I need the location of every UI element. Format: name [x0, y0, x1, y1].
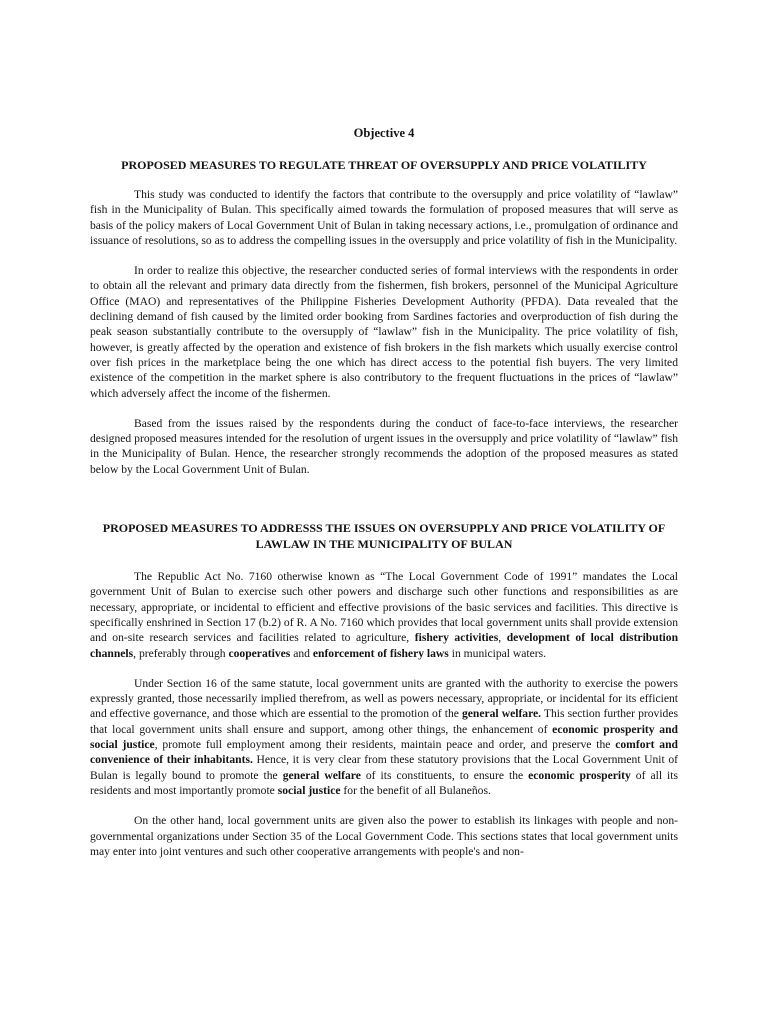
paragraph-text: in municipal waters. [448, 646, 547, 660]
bold-phrase: general welfare. [461, 707, 542, 721]
bold-phrase: economic prosperity and social justice [90, 722, 678, 752]
intro-paragraph-2: In order to realize this objective, the researcher conducted series of formal interviews with the respondents in order to obtain all the relevant and primary data directly from the fishermen, fish brokers, personnel of the Municipal Agriculture Office (MAO) and representatives of the Philippine Fisheries Development Authority (PFDA). Data revealed that the declining demand of fish caused by the limited order booking from Sardines factories and overproduction of fish during the peak season substantially contribute to the oversupply of “lawlaw” fish in the Municipality. The price volatility of fish, however, is greatly affected by the operation and existence of fish brokers in the fish markets which usually exercise control over fish prices in the marketplace being the one which has direct access to the potential fish buyers. The very limited existence of the competition in the market sphere is also contributory to the frequent fluctuations in the prices of “lawlaw” which adversely affect the income of the fishermen. [90, 264, 678, 400]
document-page [90, 126, 678, 874]
paragraph-text: Hence, it is very clear from these statutory provisions that the Local Government Unit of Bulan is legally bound to promote the [90, 753, 679, 782]
paragraph-text: , preferably through [133, 646, 229, 660]
bold-phrase: fishery activities [414, 631, 499, 645]
bold-phrase: social justice [277, 783, 341, 797]
paragraph-text: The Republic Act No. 7160 otherwise known as “The Local Government Code of 1991” mandates the Local government Unit of Bulan to exercise such other powers and discharge such other functions and responsibilities as are necessary, appropriate, or incidental to efficient and effective provisions of the basic services and facilities. This directive is specifically enshrined in Section 17 (b.2) of R. A No. 7160 which provides that local government units shall provide extension and on-site research services and facilities related to agriculture, [90, 570, 678, 645]
bold-phrase: economic prosperity [528, 768, 631, 782]
paragraph-text: and [290, 646, 313, 660]
section-spacer [90, 492, 678, 521]
bold-phrase: comfort and convenience of their inhabitants. [90, 738, 678, 767]
paragraph-text: of all its residents and most importantly promote [90, 768, 678, 797]
paragraph-text: for the benefit of all Bulaneños. [340, 783, 491, 797]
bold-phrase: general welfare [282, 768, 361, 782]
paragraph-text: of its constituents, to ensure the [360, 768, 529, 782]
paragraph-text: This section further provides that local government units shall ensure and support, among other things, the enhancement of [90, 707, 678, 736]
bold-phrase: enforcement of fishery laws [312, 646, 449, 660]
paragraph-text: , [498, 631, 507, 645]
bold-phrase: development of local distribution channels [90, 631, 679, 660]
paragraph-text: Under Section 16 of the same statute, local government units are granted with the authority to exercise the powers expressly granted, those necessarily implied therefrom, as well as powers necessary, appropriate, or incidental for its efficient and effective governance, and those which are essential to the promotion of the [90, 676, 678, 721]
main-heading: PROPOSED MEASURES TO REGULATE THREAT OF OVERSUPPLY AND PRICE VOLATILITY [121, 158, 647, 172]
paragraph-ra7160 [90, 569, 678, 661]
objective-label: Objective 4 [353, 126, 415, 140]
paragraph-text: , promote full employment among their residents, maintain peace and order, and preserve the [154, 738, 616, 752]
intro-paragraph-3: Based from the issues raised by the respondents during the conduct of face-to-face interviews, the researcher designed proposed measures intended for the resolution of urgent issues in the oversupply and price volatility of “lawlaw” fish in the Municipality of Bulan. Hence, the researcher strongly recommends the adoption of the proposed measures as stated below by the Local Government Unit of Bulan. [90, 416, 678, 476]
paragraph-section16 [90, 676, 678, 798]
sub-heading: PROPOSED MEASURES TO ADDRESSS THE ISSUES ON OVERSUPPLY AND PRICE VOLATILITY OF LAWLAW IN THE MUNICIPALITY OF BULAN [102, 521, 666, 551]
bold-phrase: cooperatives [228, 646, 291, 660]
intro-paragraph-1: This study was conducted to identify the factors that contribute to the oversupply and price volatility of “lawlaw” fish in the Municipality of Bulan. This specifically aimed towards the formulation of proposed measures that will serve as basis of the policy makers of Local Government Unit of Bulan in taking necessary actions, i.e., promulgation of ordinance and issuance of resolutions, so as to address the compelling issues in the oversupply and price volatility of fish in the Municipality. [90, 188, 678, 247]
paragraph-section35: On the other hand, local government units are given also the power to establish its linkages with people and non-governmental organizations under Section 35 of the Local Government Code. This sections states that local government units may enter into joint ventures and such other cooperative arrangements with people's and non- [90, 814, 678, 858]
